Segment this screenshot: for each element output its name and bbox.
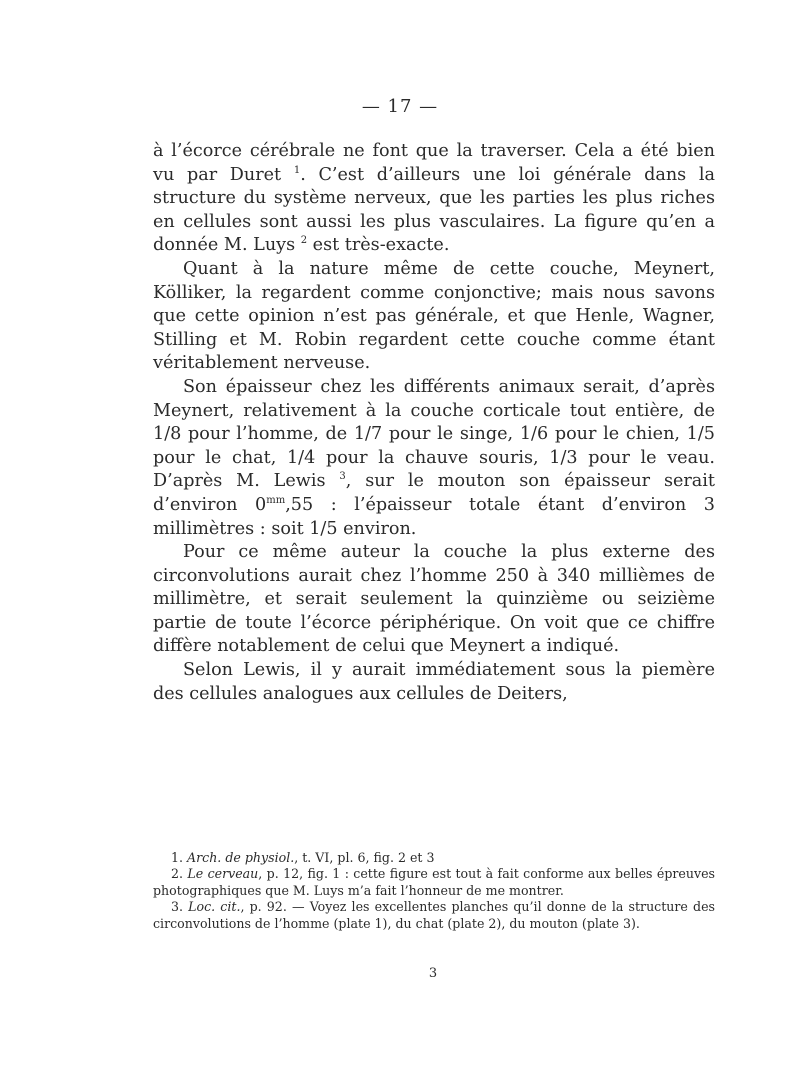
page-number: — 17 — bbox=[361, 96, 439, 117]
paragraph bbox=[153, 541, 715, 659]
signature-mark: 3 bbox=[428, 966, 438, 981]
citation-title: Arch. de physiol. bbox=[187, 850, 295, 865]
paragraph bbox=[153, 258, 715, 376]
text-run: 1. bbox=[171, 850, 188, 865]
text-run: , t. VI, pl. 6, fig. 2 et 3 bbox=[294, 850, 435, 865]
text-run: Son épaisseur chez les différents animaux serait, d’après Meynert, relativement à la couche corticale tout entière, de 1/8 pour l’homme, de 1/7 pour le singe, 1/6 pour le chien, 1/5 pour le chat, 1/4 pour la chauve souris, 1/3 pour le veau. D’après M. Lewis bbox=[153, 376, 715, 492]
paragraph bbox=[153, 140, 715, 258]
text-run: Quant à la nature même de cette couche, Meynert, Kölliker, la regardent comme conjonctive; mais nous savons que cette opinion n’est pas générale, et que Henle, Wagner, Stilling et M. Robin regardent cette couche comme étant véritablement nerveuse. bbox=[153, 258, 715, 374]
text-run: Pour ce même auteur la couche la plus externe des circonvolutions aurait chez l’homme 250 à 340 millièmes de millimètre, et serait seulement la quinzième ou seizième partie de toute l’écorce périphérique. On voit que ce chiffre diffère notablement de celui que Meynert a indiqué. bbox=[153, 542, 715, 657]
body-text bbox=[153, 140, 715, 706]
paragraph bbox=[153, 659, 715, 706]
text-run: , sur le mouton son épaisseur serait d’environ 0 bbox=[153, 471, 715, 515]
text-run: ,55 : l’épaisseur totale étant d’environ 3 millimètres : soit 1/5 environ. bbox=[153, 494, 715, 539]
text-run: , p. 92. — Voyez les excellentes planches qu’il donne de la structure des circonvolutions de l’homme (plate 1), du chat (plate 2), du mouton (plate 3). bbox=[153, 899, 715, 931]
text-run: Selon Lewis, il y aurait immédiatement sous la piemère des cellules analogues aux cellules de Deiters, bbox=[153, 660, 715, 704]
footnote-ref: 2 bbox=[300, 235, 308, 247]
footnote bbox=[153, 899, 715, 932]
text-run: . C’est d’ailleurs une loi générale dans la structure du système nerveux, que les parties les plus riches en cellules sont aussi les plus vasculaires. La figure qu’en a donnée M. Luys bbox=[153, 164, 716, 256]
citation-title: Loc. cit. bbox=[188, 899, 241, 915]
footnote-ref: mm bbox=[266, 495, 286, 507]
citation-title: Le cerveau bbox=[187, 866, 259, 882]
footnotes bbox=[153, 850, 715, 932]
text-run: à l’écorce cérébrale ne font que la traverser. Cela a été bien vu par Duret bbox=[153, 141, 715, 185]
text-run: 3. bbox=[171, 899, 189, 915]
footnote bbox=[153, 866, 715, 899]
footnote bbox=[153, 850, 715, 866]
paragraph bbox=[153, 376, 715, 541]
text-run: 2. bbox=[171, 866, 188, 882]
text-run: , p. 12, fig. 1 : cette figure est tout à fait conforme aux belles épreuves photographiques que M. Luys m’a fait l’honneur de me montrer. bbox=[153, 866, 715, 898]
footnote-ref: 3 bbox=[339, 471, 346, 483]
text-run: est très-exacte. bbox=[307, 235, 450, 256]
footnote-ref: 1 bbox=[293, 164, 301, 176]
